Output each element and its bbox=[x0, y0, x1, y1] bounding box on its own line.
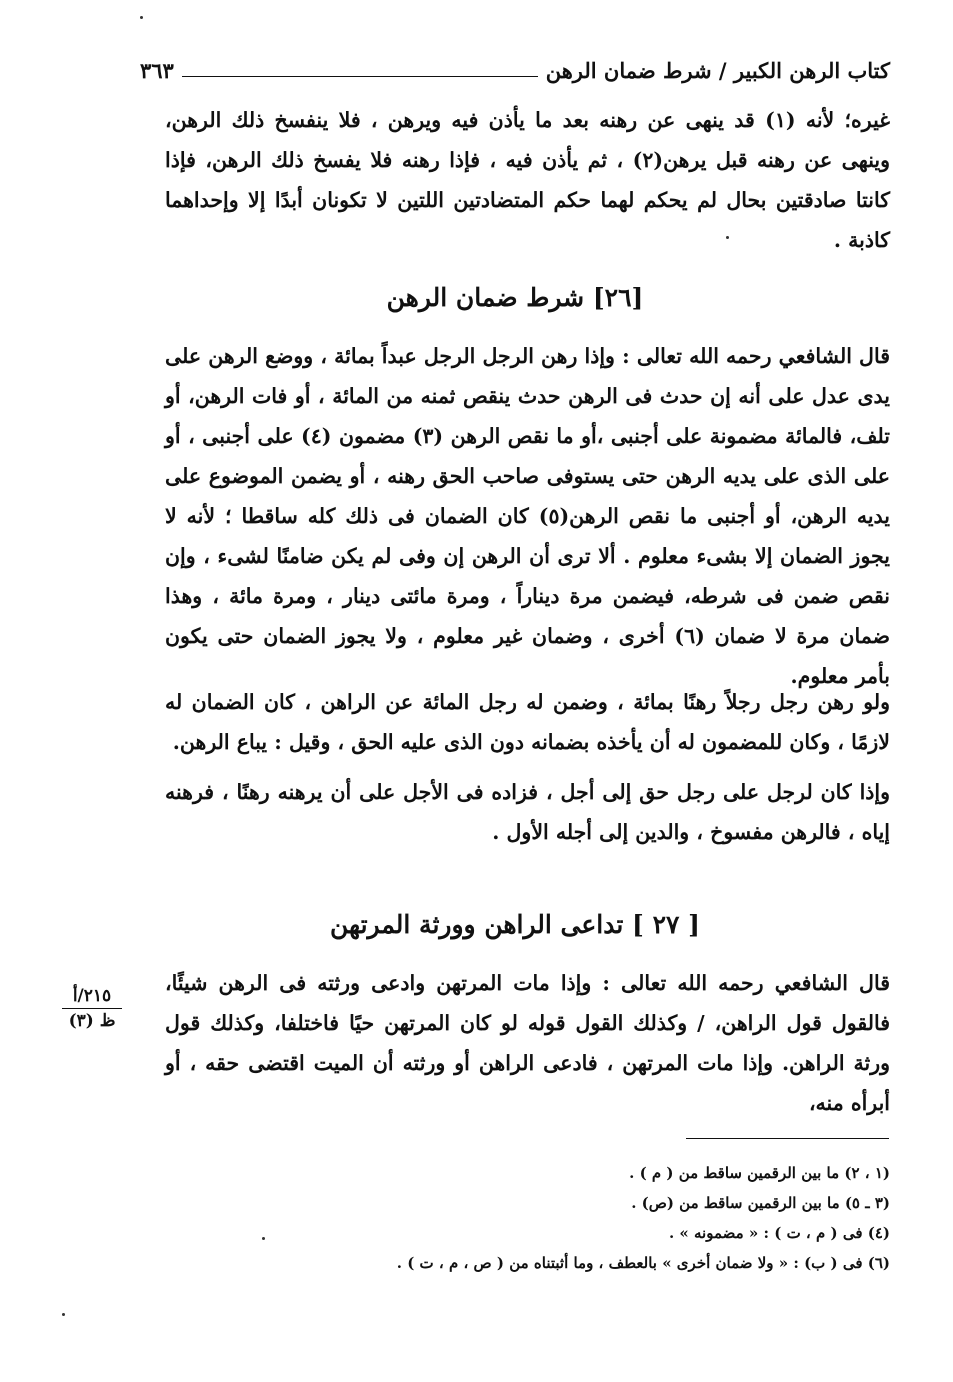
section-26-paragraph-3: وإذا كان لرجل على رجل حق إلى أجل ، فزاده فى الأجل على أن يرهنه رهنًا ، فرهنه إياه ، فالرهن مفسوخ ، والدين إلى أجله الأول . bbox=[165, 780, 890, 844]
paragraph-body: رحمه الله تعالى : وإذا رهن الرجل الرجل عبداً بمائة ، ووضع الرهن على يدى عدل على أنه إن حدث فى الرهن حدث ينقص ثمنه من المائة ، أو فات الرهن، أو تلف، فالمائة مضمونة على أجنبى ،أو ما نقص الرهن (٣) مضمون (٤) على أجنبى ، أو على الذى على يديه الرهن حتى يستوفى صاحب الحق رهنه ، أو يضمن الموضوع على يديه الرهن، أو أجنبى ما نقص الرهن(٥) كان الضمان فى ذلك كله ساقطا ؛ لأنه لا يجوز الضمان إلا بشىء معلوم . ألا ترى أن الرهن إن وفى لم يكن ضامنًا لشىء ، وإن نقص ضمن فى شرطه، فيضمن مرة ديناراً ، ومرة مائتى دينار ، ومرة مائة ، وهذا ضمان مرة لا ضمان (٦) أخرى ، وضمان غير معلوم ، ولا يجوز الضمان حتى يكون بأمر معلوم. bbox=[165, 344, 890, 688]
scan-speck bbox=[62, 1313, 65, 1316]
footnote: (٣ ـ ٥) ما بين الرقمين ساقط من (ص) . bbox=[631, 1194, 890, 1212]
footnote-rule bbox=[686, 1138, 889, 1139]
footnote: (١ ، ٢) ما بين الرقمين ساقط من ( م ) . bbox=[629, 1164, 890, 1182]
manuscript-margin-note bbox=[62, 986, 122, 1031]
footnote: (٦) فى ( ب) : « ولا ضمان أخرى » بالعطف ، وما أثبتناه من ( ص ، م ، ت ) . bbox=[396, 1254, 890, 1272]
speaker-label: قال الشافعي bbox=[778, 344, 890, 368]
footnote: (٤) فى ( م ، ت ) : « مضمونه » . bbox=[668, 1224, 890, 1242]
header-title: كتاب الرهن الكبير / شرط ضمان الرهن bbox=[545, 57, 890, 83]
intro-paragraph: غيره؛ لأنه (١) قد ينهى عن رهنه بعد ما يأذن فيه ويرهن ، فلا ينفسخ ذلك الرهن، وينهى عن رهنه قبل يرهن(٢) ، ثم يأذن فيه ، فإذا رهنه فلا يفسخ ذلك الرهن، فإذا كانتا صادقتين بحال لم يحكم لهما حكم المتضادتين اللتين لا تكونان أبدًا إلا وإحداهما كاذبة . bbox=[165, 108, 890, 252]
section-27-paragraph-1 bbox=[165, 963, 890, 1123]
margin-note-folio: ٢١٥/أ bbox=[62, 986, 122, 1009]
section-26-paragraph-2: ولو رهن رجل رجلاً رهنًا بمائة ، وضمن له رجل المائة عن الراهن ، كان الضمان له لازمًا ، وكان للمضمون له أن يأخذه بضمانه دون الذى عليه الحق ، وقيل : يباع الرهن. bbox=[165, 690, 890, 754]
speaker-label: قال الشافعي bbox=[774, 971, 890, 995]
scan-speck bbox=[140, 16, 143, 19]
header-rule bbox=[182, 76, 538, 77]
section-26-paragraph-1 bbox=[165, 336, 890, 696]
page-number: ٣٦٣ bbox=[140, 57, 174, 83]
scan-speck bbox=[262, 1237, 265, 1240]
margin-note-manuscript: ظ (٣) bbox=[68, 1011, 116, 1031]
section-26-heading: [٢٦] شرط ضمان الرهن bbox=[386, 283, 644, 312]
section-27-heading: [ ٢٧ ] تداعى الراهن وورثة المرتهن bbox=[330, 910, 700, 939]
footnotes bbox=[300, 1158, 890, 1278]
scan-speck bbox=[726, 236, 729, 239]
paragraph-body: رحمه الله تعالى : وإذا مات المرتهن وادعى ورثته فى الرهن شيئًا، فالقول قول الراهن، / وكذلك القول قوله لو كان المرتهن حيًا فاختلفا، وكذلك قول ورثة الراهن. وإذا مات المرتهن ، فادعى الراهن أو ورثته أن الميت اقتضى حقه ، أو أبرأه منه، bbox=[165, 971, 890, 1115]
running-header bbox=[140, 52, 890, 88]
